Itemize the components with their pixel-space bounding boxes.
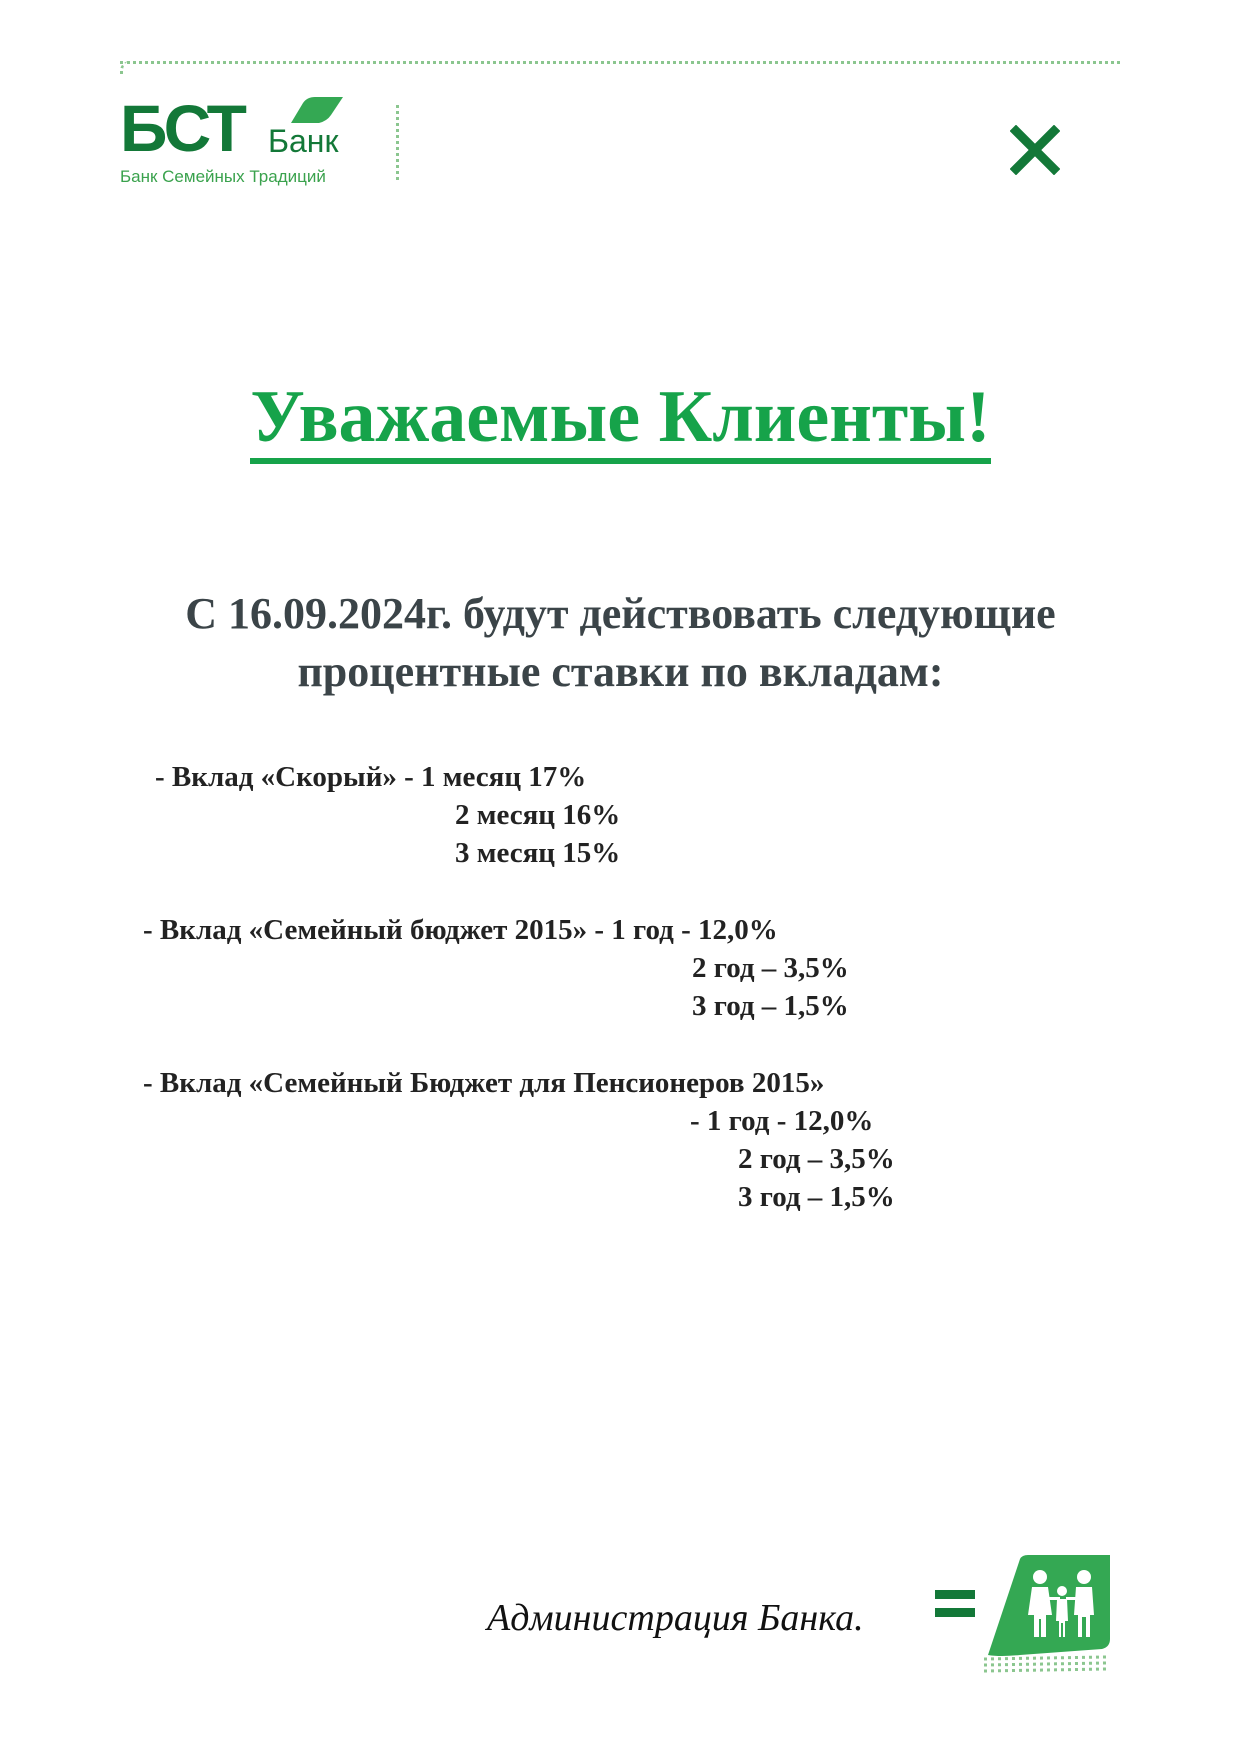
bank-logo — [120, 91, 350, 190]
close-icon[interactable] — [1010, 125, 1060, 175]
page-title — [0, 372, 1241, 462]
equals-icon — [935, 1590, 975, 1618]
deposit-2-line-3: 3 год – 1,5% — [692, 990, 849, 1022]
intro-line-2: процентные ставки по вкладам: — [297, 647, 944, 696]
deposit-2-line-1: - Вклад «Семейный бюджет 2015» - 1 год - 12,0% — [143, 914, 778, 946]
logo-divider — [396, 105, 399, 180]
deposit-3-line-4: 3 год – 1,5% — [738, 1181, 895, 1213]
deposit-2-line-2: 2 год – 3,5% — [692, 952, 849, 984]
logo-brand: БСТ — [120, 91, 244, 165]
family-logo-icon — [980, 1555, 1110, 1673]
top-dotted-rule — [120, 61, 1120, 64]
deposit-3-line-1: - Вклад «Семейный Бюджет для Пенсионеров 2015» — [143, 1067, 825, 1099]
deposit-3-line-2: - 1 год - 12,0% — [690, 1105, 874, 1137]
deposit-3-line-3: 2 год – 3,5% — [738, 1143, 895, 1175]
signature: Администрация Банка. — [487, 1597, 864, 1639]
deposit-1-line-1: - Вклад «Скорый» - 1 месяц 17% — [155, 761, 587, 793]
intro-line-1: С 16.09.2024г. будут действовать следующие — [185, 589, 1056, 638]
deposit-1-line-3: 3 месяц 15% — [455, 837, 621, 869]
logo-suffix: Банк — [268, 123, 339, 159]
leaf-icon — [285, 97, 343, 123]
deposit-1-line-2: 2 месяц 16% — [455, 799, 621, 831]
logo-tagline: Банк Семейных Традиций — [120, 167, 326, 186]
intro-paragraph — [0, 585, 1241, 701]
page-title-text: Уважаемые Клиенты! — [250, 376, 990, 464]
